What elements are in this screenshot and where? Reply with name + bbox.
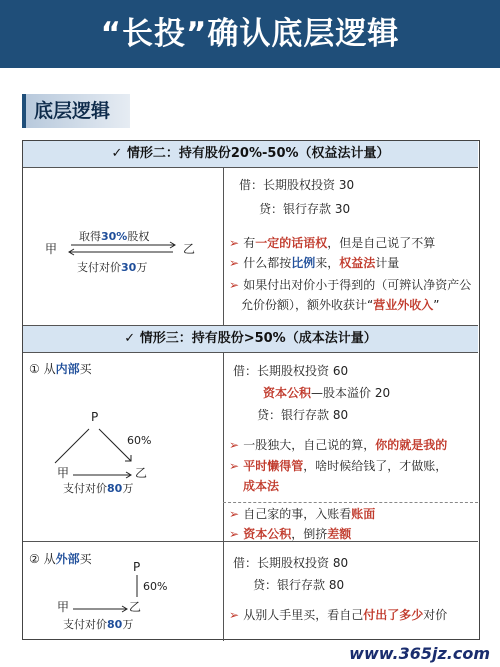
case2-right-party: 乙	[183, 242, 196, 256]
case2-arrows	[67, 241, 177, 257]
case3-diag2-right: 乙	[129, 600, 142, 614]
section-title: 底层逻辑	[22, 94, 130, 128]
case3-bullet-1: ➢ 一股独大，自己说的算，你的就是我的	[229, 438, 448, 452]
case3-bullet-2: ➢ 平时懒得管，啥时候给钱了，才做账，	[229, 459, 448, 473]
case2-bullet-1: ➢ 有一定的话语权，但是自己说了不算	[229, 236, 436, 250]
case3-entry1-mid: 资本公积—股本溢价 20	[263, 386, 391, 400]
case3-header: ✓ 情形三：持有股份>50%（成本法计量）	[23, 326, 478, 352]
banner-title: “长投”确认底层逻辑	[0, 0, 500, 68]
case3-diag1-arrow	[73, 471, 133, 479]
case2-header: ✓ 情形二：持有股份20%-50%（权益法计量）	[23, 141, 478, 167]
case3-diag2-arrow	[73, 605, 129, 613]
case3-diag2-pct: 60%	[143, 580, 168, 593]
case2-entry-credit: 贷：银行存款 30	[259, 202, 351, 216]
case3-diag2-bottom: 支付对价80万	[63, 618, 134, 631]
case3-diag2-line	[135, 575, 139, 599]
case3-sub1-title: ① 从内部买	[29, 362, 92, 376]
case3-bullet-3: ➢ 自己家的事，入账看账面	[229, 507, 376, 521]
logic-table	[22, 140, 480, 640]
case2-bullet-2: ➢ 什么都按比例来，权益法计量	[229, 256, 400, 270]
case3-bullet-5: ➢ 从别人手里买，看自己付出了多少对价	[229, 608, 448, 622]
case2-bullet-3-cont: 允价份额），额外收获计“营业外收入”	[241, 298, 440, 312]
case3-diag2-left: 甲	[57, 600, 70, 614]
case3-diag1-bottom: 支付对价80万	[63, 482, 134, 495]
case3-diag1-lines	[53, 427, 133, 467]
case3-sub2-title: ② 从外部买	[29, 552, 92, 566]
watermark: www.365jz.com	[349, 644, 490, 663]
case3-bullet-2-cont: 成本法	[243, 479, 280, 493]
case2-left-party: 甲	[45, 242, 58, 256]
case3-entry2-credit: 贷：银行存款 80	[253, 578, 345, 592]
case2-entry-debit: 借：长期股权投资 30	[239, 178, 355, 192]
case3-entry1-credit: 贷：银行存款 80	[257, 408, 349, 422]
case3-entry1-debit: 借：长期股权投资 60	[233, 364, 349, 378]
case3-bullet-4: ➢ 资本公积，倒挤差额	[229, 527, 352, 541]
case2-bottom-label: 支付对价30万	[77, 261, 148, 274]
case3-diag1-parent: P	[91, 410, 99, 424]
case3-diag1-right: 乙	[135, 466, 148, 480]
case3-diag2-parent: P	[133, 560, 141, 574]
case2-bullet-3: ➢ 如果付出对价小于得到的（可辨认净资产公	[229, 278, 472, 292]
case3-diag1-pct: 60%	[127, 434, 152, 447]
case3-entry2-debit: 借：长期股权投资 80	[233, 556, 349, 570]
case3-diag1-left: 甲	[57, 466, 70, 480]
case2-top-label: 取得30%股权	[79, 230, 150, 243]
